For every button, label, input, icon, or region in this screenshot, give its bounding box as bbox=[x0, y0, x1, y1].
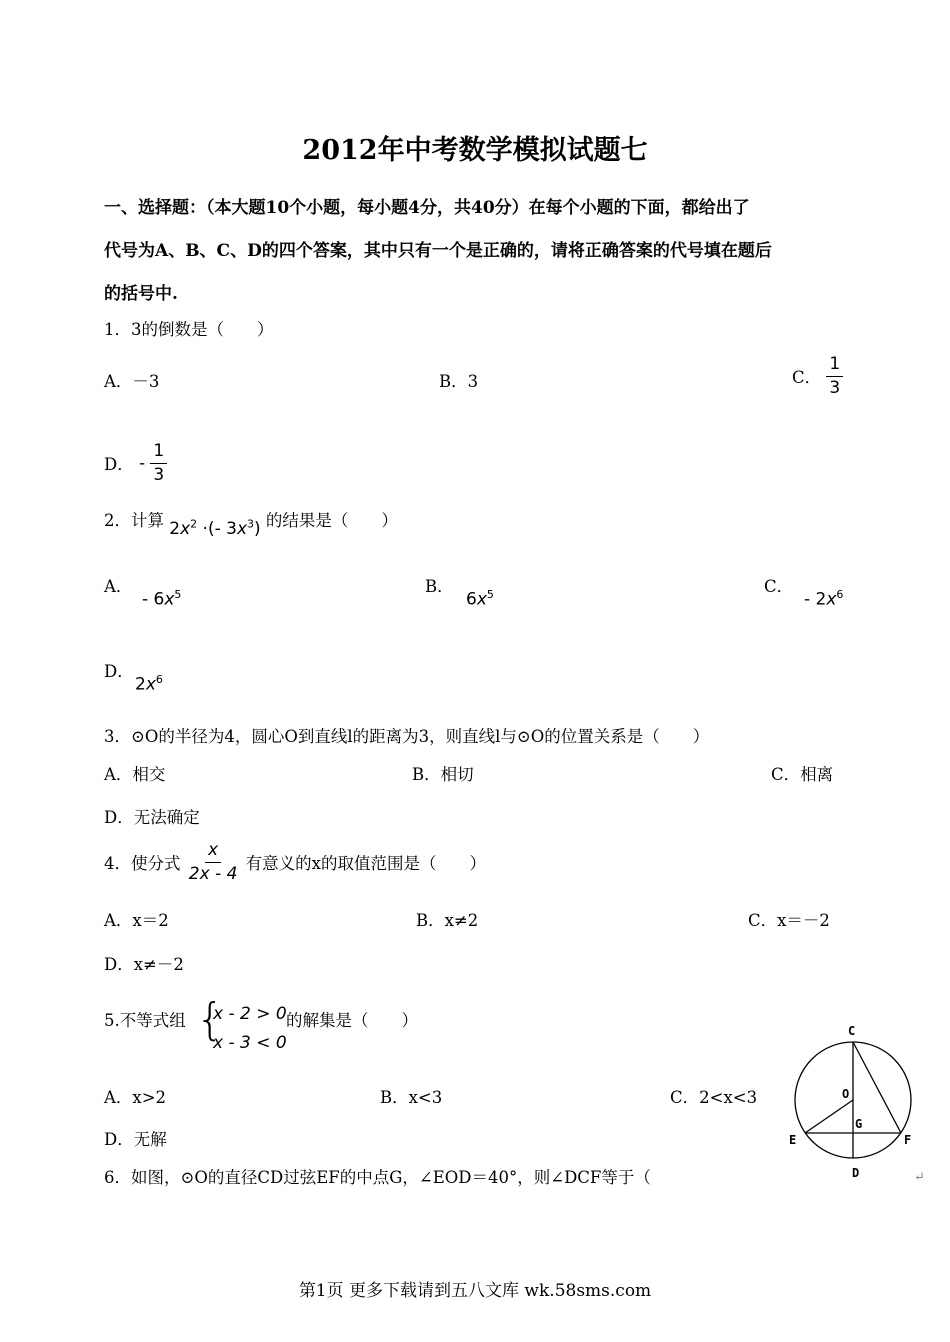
section-instructions-line-1: 一、选择题：（本大题10个小题，每小题4分，共40分）在每个小题的下面，都给出了 bbox=[104, 198, 750, 218]
q3-option-b: B．相切 bbox=[412, 765, 474, 784]
q2-option-b bbox=[466, 588, 494, 610]
q2-option-a-label: A． bbox=[104, 577, 133, 596]
q2-expr-c: 2 bbox=[190, 517, 198, 531]
label-d: D bbox=[852, 1166, 860, 1180]
q2-option-a bbox=[142, 588, 181, 610]
label-g: G bbox=[855, 1117, 863, 1131]
q3-stem: 3．⊙O的半径为4，圆心O到直线l的距离为3，则直线l与⊙O的位置关系是（ ） bbox=[104, 727, 710, 746]
label-e: E bbox=[789, 1133, 797, 1147]
label-c: C bbox=[848, 1024, 856, 1038]
q2-b-coef: 6 bbox=[466, 589, 477, 610]
q1-option-c-fraction bbox=[826, 353, 843, 400]
q1-d-denominator: 3 bbox=[153, 464, 165, 485]
q4-stem-prefix: 4．使分式 bbox=[104, 854, 181, 874]
q2-c-var: x bbox=[826, 589, 837, 610]
q2-a-exp: 5 bbox=[174, 588, 182, 601]
q2-expr-e: x bbox=[236, 519, 247, 539]
q2-expr-b: x bbox=[180, 519, 191, 539]
q2-d-var: x bbox=[145, 674, 156, 695]
q4-option-d: D．x≠－2 bbox=[104, 955, 184, 974]
circle-figure bbox=[780, 1020, 920, 1185]
q4-denominator: 2x - 4 bbox=[188, 863, 238, 884]
q1-c-denominator: 3 bbox=[829, 377, 841, 398]
label-o: O bbox=[842, 1087, 850, 1101]
q1-option-d-label: D． bbox=[104, 455, 134, 475]
radius-oe bbox=[805, 1100, 853, 1133]
q4-fraction bbox=[186, 839, 241, 886]
q2-b-exp: 5 bbox=[486, 588, 494, 601]
q4-stem-suffix: 有意义的x的取值范围是（ ） bbox=[245, 854, 486, 874]
q1-option-b: B．3 bbox=[439, 372, 479, 391]
q3-option-a: A．相交 bbox=[104, 765, 166, 784]
q5-stem-suffix: 的解集是（ ） bbox=[286, 1011, 418, 1030]
q2-stem-prefix: 2．计算 bbox=[104, 511, 164, 530]
paragraph-mark-icon: ↵ bbox=[914, 1170, 925, 1185]
section-instructions-line-3: 的括号中. bbox=[104, 284, 178, 304]
q2-d-coef: 2 bbox=[135, 674, 146, 695]
q1-option-d bbox=[104, 440, 167, 487]
q2-option-d bbox=[135, 673, 163, 695]
q4-stem bbox=[104, 839, 486, 886]
page-footer: 第1页 更多下载请到五八文库 wk.58sms.com bbox=[298, 1281, 652, 1301]
q2-expr-a: 2 bbox=[169, 519, 181, 539]
q1-option-c bbox=[792, 353, 843, 400]
q2-option-c bbox=[804, 588, 843, 610]
q5-stem-prefix: 5.不等式组 bbox=[104, 1011, 186, 1030]
q2-option-c-label: C． bbox=[764, 577, 794, 596]
section-instructions-line-2: 代号为A、B、C、D的四个答案，其中只有一个是正确的，请将正确答案的代号填在题后 bbox=[104, 241, 772, 261]
q5-option-c: C．2<x<3 bbox=[670, 1088, 758, 1107]
q2-c-coef: - 2 bbox=[804, 589, 827, 610]
label-f: F bbox=[904, 1133, 912, 1147]
q2-option-d-label: D． bbox=[104, 662, 134, 681]
q3-option-c: C．相离 bbox=[771, 765, 834, 784]
q2-stem bbox=[104, 507, 398, 539]
q2-b-var: x bbox=[476, 589, 487, 610]
q1-d-numerator: 1 bbox=[150, 440, 167, 464]
q1-d-sign: - bbox=[138, 453, 146, 474]
q5-brace: { bbox=[196, 994, 224, 1045]
q2-expr-d: ·(- 3 bbox=[197, 519, 237, 539]
q2-expression bbox=[169, 519, 260, 539]
q4-option-a: A．x＝2 bbox=[104, 911, 169, 930]
q3-option-d: D．无法确定 bbox=[104, 808, 200, 827]
q2-c-exp: 6 bbox=[836, 588, 844, 601]
q5-inequality-2: x - 3 < 0 bbox=[213, 1033, 287, 1053]
q2-option-b-label: B． bbox=[425, 577, 454, 596]
q4-numerator: x bbox=[205, 839, 221, 863]
q1-option-a: A．－3 bbox=[104, 372, 160, 391]
page-title: 2012年中考数学模拟试题七 bbox=[302, 135, 648, 166]
q1-stem: 1．3的倒数是（ ） bbox=[104, 320, 274, 339]
q2-a-coef: - 6 bbox=[142, 589, 165, 610]
q5-option-a: A．x>2 bbox=[104, 1088, 167, 1107]
q5-inequality-1: x - 2 > 0 bbox=[213, 1004, 287, 1024]
q2-a-var: x bbox=[164, 589, 175, 610]
q1-option-d-fraction bbox=[150, 440, 167, 487]
q5-option-d: D．无解 bbox=[104, 1130, 167, 1149]
q4-option-c: C．x＝－2 bbox=[748, 911, 830, 930]
q2-expr-f: 3 bbox=[247, 517, 254, 531]
q1-c-numerator: 1 bbox=[826, 353, 843, 377]
q1-option-c-label: C． bbox=[792, 368, 822, 388]
q2-expr-g: ) bbox=[254, 519, 261, 539]
q2-d-exp: 6 bbox=[155, 673, 163, 686]
q4-option-b: B．x≠2 bbox=[416, 911, 479, 930]
q5-option-b: B．x<3 bbox=[380, 1088, 443, 1107]
q2-stem-suffix: 的结果是（ ） bbox=[265, 511, 398, 530]
q6-stem: 6．如图，⊙O的直径CD过弦EF的中点G，∠EOD＝40°，则∠DCF等于（ bbox=[104, 1168, 651, 1187]
